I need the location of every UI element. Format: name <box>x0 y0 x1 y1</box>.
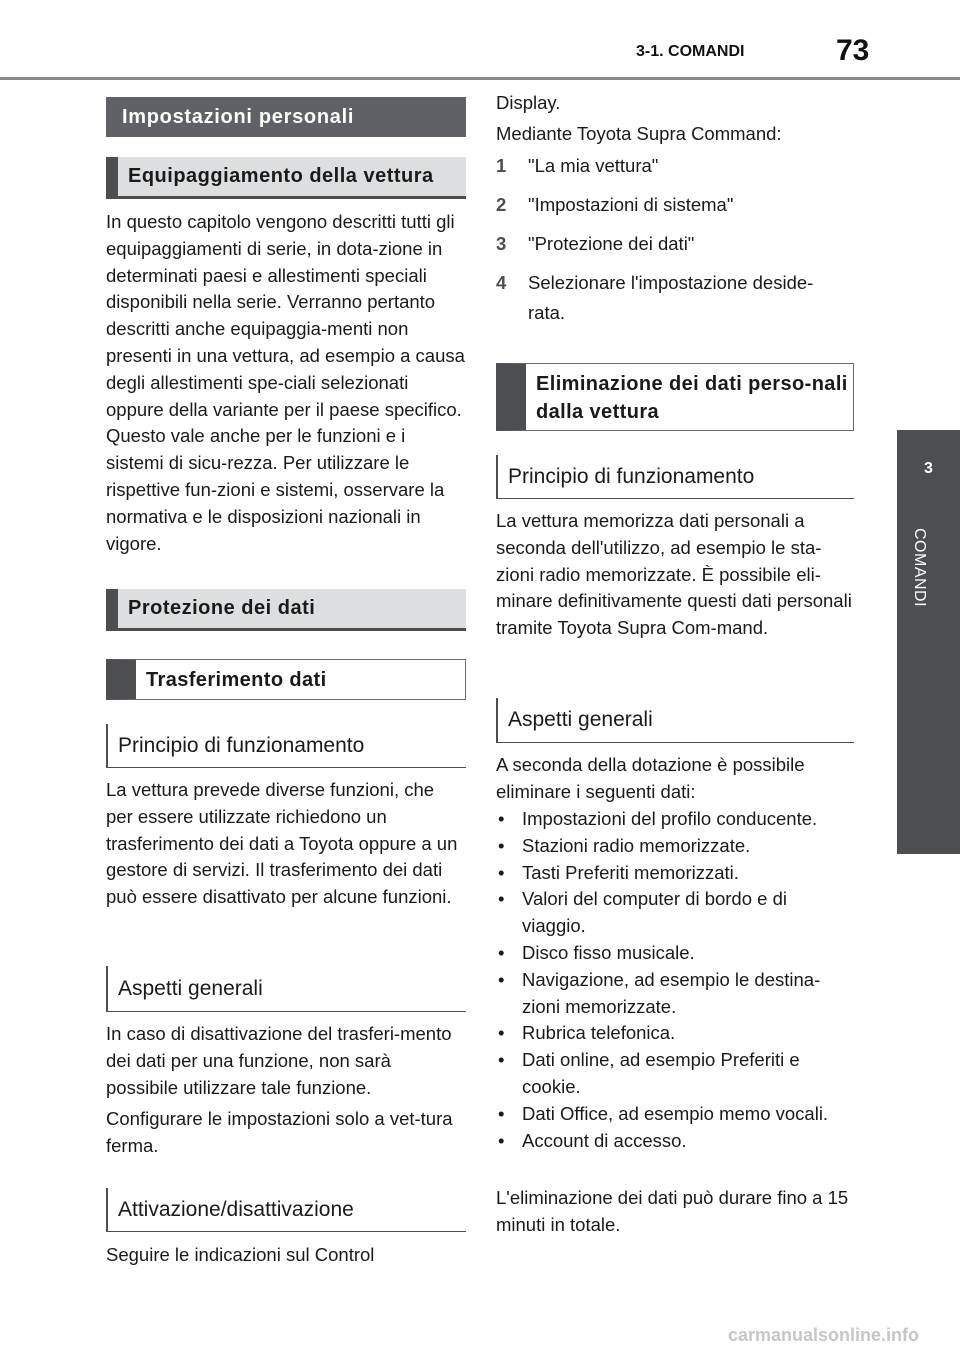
principle-paragraph: La vettura prevede diverse funzioni, che per essere utilizzate richiedono un trasferimento dei dati a Toyota oppure a un gestore di servizi. Il trasferimento dei dati può essere disattivato per alcune funzioni. <box>106 779 458 908</box>
list-item: • Dati online, ad esempio Preferiti e cookie. <box>496 1047 852 1101</box>
step-number: 4 <box>496 272 507 293</box>
chapter-title: 3-1. COMANDI <box>636 43 745 60</box>
list-item: • Dati Office, ad esempio memo vocali. <box>496 1101 852 1128</box>
step-item <box>496 151 852 181</box>
list-item: • Impostazioni del profilo conducente. <box>496 806 852 833</box>
deletable-data-list <box>496 806 852 1154</box>
step-number: 1 <box>496 155 507 176</box>
subsection-heading-equipment: Equipaggiamento della vettura <box>106 157 466 199</box>
chapter-side-tab <box>897 430 960 854</box>
step-number: 2 <box>496 194 507 215</box>
step-text: "Impostazioni di sistema" <box>528 194 734 215</box>
heading-general-aspects: Aspetti generali <box>106 966 466 1012</box>
side-tab-label: COMANDI <box>911 528 928 608</box>
list-item: • Disco fisso musicale. <box>496 940 852 967</box>
principle-paragraph: La vettura memorizza dati personali a seconda dell'utilizzo, ad esempio le sta-zioni radio memorizzate. È possibile eli-minare definitivamente questi dati personali tramite Toyota Supra Com-mand. <box>496 510 852 639</box>
general-paragraph-2: Configurare le impostazioni solo a vet-tura ferma. <box>106 1108 453 1156</box>
step-text: "Protezione dei dati" <box>528 233 695 254</box>
step-item <box>496 190 852 220</box>
list-item: • Stazioni radio memorizzate. <box>496 833 852 860</box>
heading-operating-principle: Principio di funzionamento <box>106 724 466 768</box>
list-item: • Valori del computer di bordo e di viaggio. <box>496 886 852 940</box>
command-intro: Mediante Toyota Supra Command: <box>496 123 782 144</box>
list-item: • Navigazione, ad esempio le destina-zioni memorizzate. <box>496 967 852 1021</box>
side-tab-number: 3 <box>924 460 933 477</box>
header-divider <box>0 77 960 80</box>
equipment-paragraph: In questo capitolo vengono descritti tutti gli equipaggiamenti di serie, in dota-zione in determinati paesi e allestimenti speciali disponibili nella serie. Verranno pertanto descritti anche equipaggia-menti non presenti in una vettura, ad esempio a causa degli allestimenti spe-ciali selezionati oppure della variante per il paese specifico. Questo vale anche per le funzioni e i sistemi di sicu-rezza. Per utilizzare le rispettive fun-zioni e sistemi, osservare la normativa e le disposizioni nazionali in vigore. <box>106 211 465 554</box>
section-heading: Impostazioni personali <box>106 97 466 137</box>
display-text: Display. <box>496 92 561 113</box>
watermark-text: carmanualsonline.info <box>728 1325 920 1345</box>
page-number: 73 <box>836 34 870 67</box>
step-number: 3 <box>496 233 507 254</box>
heading-general-aspects: Aspetti generali <box>496 698 854 743</box>
general-intro: A seconda della dotazione è possibile eliminare i seguenti dati: <box>496 754 805 802</box>
subsection-heading-data-protection: Protezione dei dati <box>106 589 466 631</box>
closing-paragraph: L'eliminazione dei dati può durare fino a 15 minuti in totale. <box>496 1187 849 1235</box>
boxed-heading-data-transfer: Trasferimento dati <box>106 659 466 700</box>
heading-operating-principle: Principio di funzionamento <box>496 455 854 499</box>
general-paragraph-1: In caso di disattivazione del trasferi-mento dei dati per una funzione, non sarà possibile utilizzare tale funzione. <box>106 1023 452 1098</box>
list-item: • Tasti Preferiti memorizzati. <box>496 860 852 887</box>
step-text: "La mia vettura" <box>528 155 659 176</box>
activation-paragraph: Seguire le indicazioni sul Control <box>106 1244 375 1265</box>
step-item <box>496 268 852 328</box>
list-item: • Account di accesso. <box>496 1128 852 1155</box>
heading-activation: Attivazione/disattivazione <box>106 1188 466 1232</box>
boxed-heading-delete-personal-data: Eliminazione dei dati perso-nali dalla vettura <box>496 363 854 431</box>
step-item <box>496 229 852 259</box>
step-text: Selezionare l'impostazione deside-rata. <box>528 272 814 323</box>
list-item: • Rubrica telefonica. <box>496 1020 852 1047</box>
